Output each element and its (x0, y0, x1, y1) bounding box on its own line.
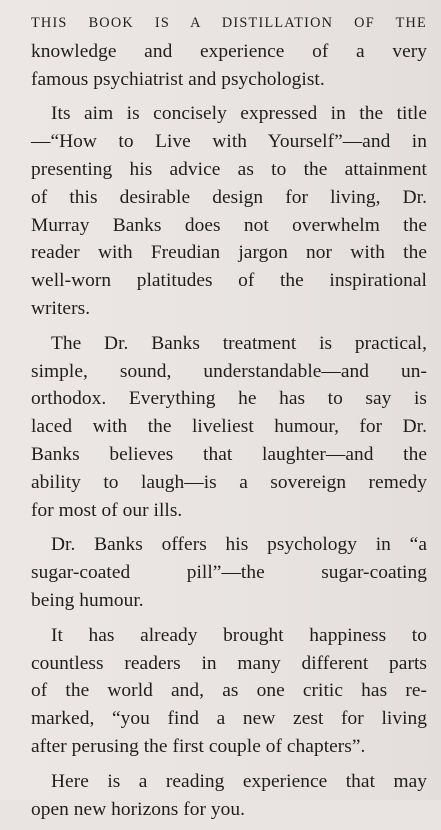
text-line: of the world and, as one critic has re- (31, 680, 427, 702)
text-line: after perusing the first couple of chapters”. (31, 735, 366, 757)
text-line: The Dr. Banks treatment is practical, (51, 332, 427, 354)
text-line: for most of our ills. (31, 499, 183, 521)
text-line: of this desirable design for living, Dr. (31, 186, 427, 208)
text-line: presenting his advice as to the attainment (31, 158, 427, 180)
text-line: marked, “you find a new zest for living (31, 708, 427, 730)
text-line: famous psychiatrist and psychologist. (31, 68, 325, 90)
text-line: Its aim is concisely expressed in the title (51, 103, 427, 125)
text-line: Here is a reading experience that may (51, 770, 427, 792)
text-line: being humour. (31, 589, 144, 611)
text-line: reader with Freudian jargon nor with the (31, 242, 427, 264)
paragraph-aim (31, 100, 427, 322)
blurb-text (31, 10, 427, 830)
text-line: laced with the liveliest humour, for Dr. (31, 416, 427, 438)
text-line: ability to laugh—is a sovereign remedy (31, 471, 427, 493)
text-line: simple, sound, understandable—and un- (31, 360, 427, 382)
text-line: THIS BOOK IS A DISTILLATION OF THE (31, 15, 427, 31)
text-line: Murray Banks does not overwhelm the (31, 214, 427, 236)
text-line: sugar-coated pill”—the sugar-coating (31, 562, 427, 584)
paragraph-closing (31, 768, 427, 824)
paragraph-psychology (31, 531, 427, 614)
text-line: writers. (31, 297, 91, 319)
paragraph-intro (31, 10, 427, 93)
text-line: orthodox. Everything he has to say is (31, 388, 427, 410)
text-line: countless readers in many different parts (31, 652, 427, 674)
text-line: open new horizons for you. (31, 798, 246, 820)
paragraph-happiness (31, 622, 427, 761)
text-line: It has already brought happiness to (51, 624, 427, 646)
text-line: knowledge and experience of a very (31, 40, 427, 62)
paragraph-treatment (31, 330, 427, 525)
text-line: Banks believes that laughter—and the (31, 443, 427, 465)
text-line: well-worn platitudes of the inspirational (31, 270, 427, 292)
text-line: Dr. Banks offers his psychology in “a (51, 534, 427, 556)
text-line: —“How to Live with Yourself”—and in (31, 131, 427, 153)
